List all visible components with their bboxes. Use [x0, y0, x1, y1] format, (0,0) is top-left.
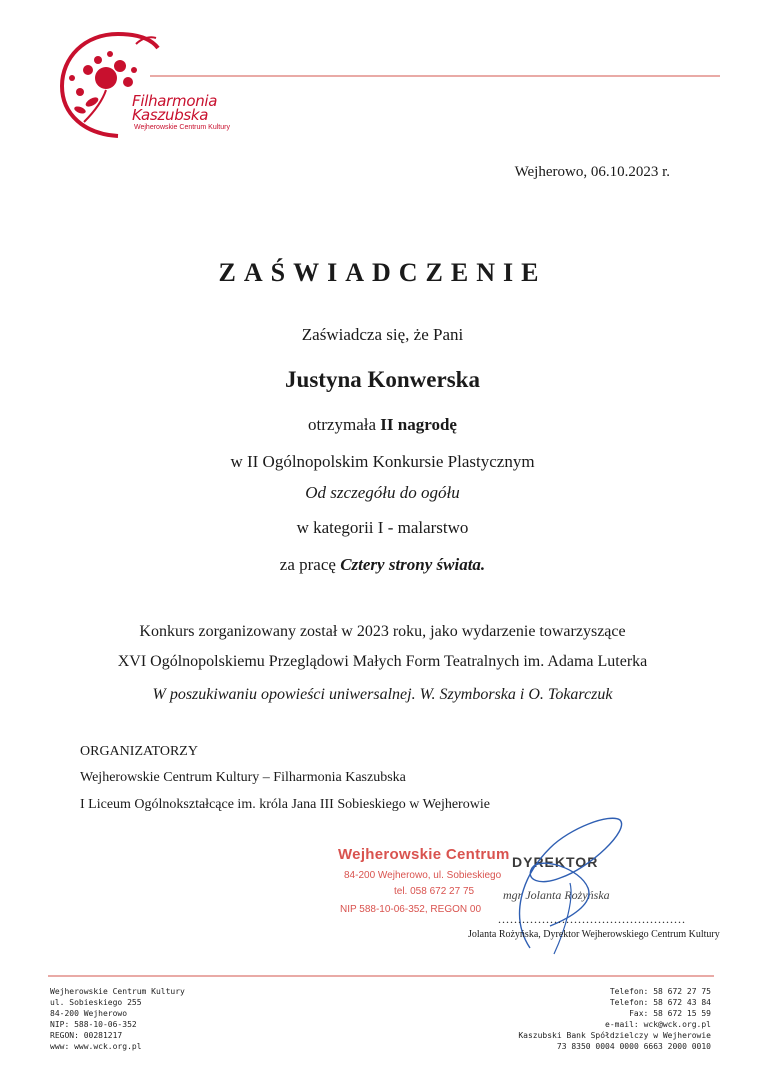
footer-line: NIP: 588-10-06-352: [50, 1020, 137, 1029]
header-divider: [150, 75, 720, 77]
document-title: ZAŚWIADCZENIE: [218, 258, 547, 287]
work-prefix: za pracę: [279, 555, 341, 574]
logo-title-line2: Kaszubska: [132, 106, 209, 124]
stamp-name: Wejherowskie Centrum: [338, 846, 510, 863]
signature-caption: Jolanta Rożyńska, Dyrektor Wejherowskiego Centrum Kultury: [468, 929, 720, 940]
competition-line: w II Ogólnopolskim Konkursie Plastycznym: [230, 452, 535, 471]
footer-line: www: www.wck.org.pl: [50, 1042, 142, 1051]
description-line-3: W poszukiwaniu opowieści uniwersalnej. W. Szymborska i O. Tokarczuk: [152, 686, 613, 703]
signature-line: ...............................................: [498, 912, 686, 926]
intro-line: Zaświadcza się, że Pani: [301, 325, 464, 344]
footer-line: Telefon: 58 672 43 84: [609, 998, 711, 1007]
category-line: w kategorii I - malarstwo: [296, 518, 469, 537]
work-title: Cztery strony świata.: [340, 555, 486, 574]
footer-line: Wejherowskie Centrum Kultury: [50, 987, 185, 996]
work-line: [0, 555, 765, 575]
award-name: II nagrodę: [380, 415, 457, 434]
organizer-item: Wejherowskie Centrum Kultury – Filharmonia Kaszubska: [80, 770, 406, 785]
stamp-ids: NIP 588-10-06-352, REGON 00: [340, 904, 482, 915]
footer-contact-left: [50, 986, 185, 1052]
logo-title: [132, 94, 217, 122]
recipient-name: Justyna Konwerska: [285, 367, 480, 392]
footer-line: Fax: 58 672 15 59: [629, 1009, 711, 1018]
footer-line: e-mail: wck@wck.org.pl: [605, 1020, 711, 1029]
logo-title-line1: Filharmonia: [132, 92, 218, 110]
footer-line: ul. Sobieskiego 255: [50, 998, 142, 1007]
description-line-2: XVI Ogólnopolskiemu Przeglądowi Małych Form Teatralnych im. Adama Luterka: [117, 653, 648, 670]
stamp-phone: tel. 058 672 27 75: [394, 886, 475, 897]
footer-line: REGON: 00281217: [50, 1031, 123, 1040]
footer-line: Telefon: 58 672 27 75: [609, 987, 711, 996]
footer-line: 84-200 Wejherowo: [50, 1009, 128, 1018]
organizer-item: I Liceum Ogólnokształcące im. króla Jana III Sobieskiego w Wejherowie: [80, 797, 490, 812]
award-line: [0, 415, 765, 435]
stamp-address: 84-200 Wejherowo, ul. Sobieskiego: [344, 870, 502, 881]
competition-title: Od szczegółu do ogółu: [305, 483, 460, 502]
director-stamp-role: DYREKTOR: [512, 854, 599, 870]
footer-contact-right: [518, 986, 711, 1052]
issue-date: Wejherowo, 06.10.2023 r.: [514, 164, 670, 180]
footer-line: 73 8350 0004 0000 6663 2000 0010: [556, 1042, 711, 1051]
award-prefix: otrzymała: [308, 415, 381, 434]
organizers-heading: ORGANIZATORZY: [80, 744, 198, 759]
description-line-1: Konkurs zorganizowany został w 2023 roku, jako wydarzenie towarzyszące: [139, 623, 626, 640]
footer-line: Kaszubski Bank Spółdzielczy w Wejherowie: [518, 1031, 711, 1040]
director-stamp-name: mgr Jolanta Rożyńska: [503, 888, 610, 902]
logo-subtitle: Wejherowskie Centrum Kultury: [134, 124, 230, 131]
footer-divider: [48, 975, 714, 977]
